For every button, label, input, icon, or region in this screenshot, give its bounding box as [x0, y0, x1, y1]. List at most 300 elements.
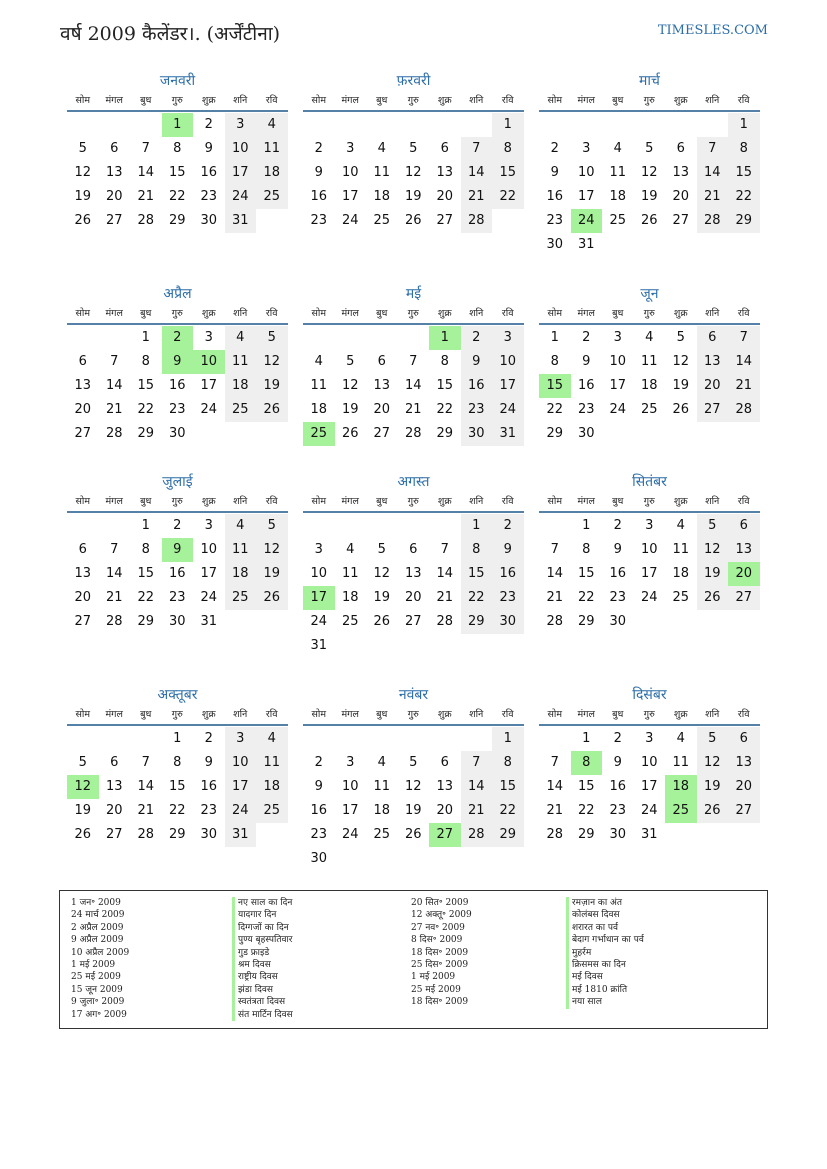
day-cell: 27: [728, 586, 760, 610]
day-cell: 1: [492, 113, 524, 137]
day-cell: 12: [404, 165, 422, 180]
day-cell: 3: [204, 330, 213, 345]
weekday-label: मंगल: [105, 709, 123, 720]
day-cell: 14: [436, 566, 454, 581]
day-cell: 7: [141, 141, 150, 156]
empty-cell: [398, 727, 430, 751]
day-cell: 13: [373, 378, 391, 393]
empty-cell: [67, 326, 99, 350]
day-cell: 31: [200, 614, 218, 629]
day-cell: 25: [672, 590, 690, 605]
empty-cell: [461, 847, 493, 871]
day-cell: 23: [168, 590, 186, 605]
holiday-entry: झंडा दिवस: [238, 984, 274, 995]
empty-cell: [634, 233, 666, 257]
day-cell: 12: [640, 165, 658, 180]
day-cell: 20: [436, 189, 454, 204]
day-cell: 8: [440, 354, 449, 369]
empty-cell: [398, 634, 430, 658]
day-grid: [539, 727, 760, 847]
day-cell: 17: [577, 189, 595, 204]
day-cell: 13: [436, 165, 454, 180]
day-cell: 17: [225, 161, 257, 185]
day-cell: 15: [728, 161, 760, 185]
holiday-entry: कोलंबस दिवस: [572, 910, 620, 921]
day-grid: [303, 113, 524, 233]
empty-cell: [67, 514, 99, 538]
day-cell: 21: [137, 803, 155, 818]
empty-cell: [256, 209, 288, 233]
day-cell: 26: [74, 213, 92, 228]
day-cell: 16: [200, 165, 218, 180]
day-cell: 17: [200, 378, 218, 393]
weekday-label: सोम: [547, 496, 563, 507]
empty-cell: [225, 422, 257, 446]
empty-cell: [99, 113, 131, 137]
day-cell: 23: [609, 803, 627, 818]
weekday-label: मंगल: [577, 308, 595, 319]
empty-cell: [697, 113, 729, 137]
weekday-label: बुध: [140, 496, 152, 507]
day-cell: 29: [546, 426, 564, 441]
day-cell: 16: [168, 378, 186, 393]
empty-cell: [602, 422, 634, 446]
weekday-label: सोम: [75, 496, 91, 507]
weekday-label: गुरु: [643, 709, 655, 720]
weekday-label: गुरु: [643, 308, 655, 319]
day-cell: 11: [672, 755, 690, 770]
day-cell: 28: [105, 614, 123, 629]
weekday-header: [303, 706, 524, 726]
day-cell: 10: [640, 542, 658, 557]
day-cell: 2: [613, 518, 622, 533]
holiday-dates-column-1: [71, 897, 129, 1021]
empty-cell: [665, 823, 697, 847]
day-cell: 30: [609, 614, 627, 629]
day-cell: 31: [577, 237, 595, 252]
day-cell: 15: [137, 566, 155, 581]
weekday-label: शुक्र: [201, 308, 216, 319]
weekday-label: मंगल: [341, 709, 359, 720]
day-cell: 2: [314, 755, 323, 770]
day-cell: 12: [67, 775, 99, 799]
day-cell: 1: [582, 731, 591, 746]
day-cell: 20: [105, 189, 123, 204]
day-cell: 2: [173, 518, 182, 533]
empty-cell: [602, 113, 634, 137]
day-cell: 27: [672, 213, 690, 228]
day-cell: 19: [697, 562, 729, 586]
day-cell: 9: [204, 755, 213, 770]
day-cell: 30: [577, 426, 595, 441]
empty-cell: [335, 634, 367, 658]
day-cell: 8: [141, 542, 150, 557]
weekday-label: मंगल: [105, 496, 123, 507]
day-cell: 27: [74, 614, 92, 629]
day-cell: 2: [204, 731, 213, 746]
day-cell: 18: [256, 775, 288, 799]
day-cell: 15: [137, 378, 155, 393]
day-cell: 28: [105, 426, 123, 441]
day-cell: 10: [310, 566, 328, 581]
day-cell: 31: [225, 823, 257, 847]
day-cell: 23: [200, 803, 218, 818]
day-grid: [539, 326, 760, 446]
day-cell: 11: [341, 566, 359, 581]
day-cell: 23: [609, 590, 627, 605]
day-cell: 17: [225, 775, 257, 799]
day-cell: 22: [137, 402, 155, 417]
day-cell: 5: [346, 354, 355, 369]
empty-cell: [398, 326, 430, 350]
day-cell: 29: [492, 823, 524, 847]
day-cell: 16: [461, 374, 493, 398]
day-cell: 7: [110, 542, 119, 557]
day-cell: 8: [461, 538, 493, 562]
empty-cell: [728, 233, 760, 257]
day-cell: 23: [168, 402, 186, 417]
day-cell: 31: [640, 827, 658, 842]
month-block: [539, 283, 760, 446]
weekday-header: [67, 92, 288, 112]
empty-cell: [728, 422, 760, 446]
weekday-header: [539, 305, 760, 325]
day-cell: 26: [640, 213, 658, 228]
day-cell: 9: [582, 354, 591, 369]
empty-cell: [634, 422, 666, 446]
empty-cell: [728, 823, 760, 847]
day-cell: 5: [409, 755, 418, 770]
weekday-header: [539, 493, 760, 513]
day-cell: 11: [225, 350, 257, 374]
holiday-list: [59, 890, 768, 1029]
day-cell: 7: [110, 354, 119, 369]
empty-cell: [193, 422, 225, 446]
empty-cell: [429, 113, 461, 137]
empty-cell: [665, 233, 697, 257]
day-cell: 18: [640, 378, 658, 393]
day-cell: 22: [137, 590, 155, 605]
day-cell: 21: [105, 590, 123, 605]
day-cell: 13: [105, 779, 123, 794]
day-grid: [67, 113, 288, 233]
day-cell: 20: [697, 374, 729, 398]
day-cell: 10: [225, 751, 257, 775]
day-cell: 30: [168, 614, 186, 629]
day-cell: 14: [137, 165, 155, 180]
day-cell: 23: [310, 213, 328, 228]
day-cell: 14: [546, 779, 564, 794]
weekday-label: रवि: [265, 95, 278, 106]
day-cell: 16: [609, 779, 627, 794]
weekday-label: गुरु: [171, 496, 183, 507]
day-cell: 19: [341, 402, 359, 417]
day-cell: 11: [640, 354, 658, 369]
weekday-header: [539, 706, 760, 726]
weekday-header: [303, 493, 524, 513]
day-cell: 11: [256, 137, 288, 161]
day-cell: 25: [609, 213, 627, 228]
empty-cell: [67, 727, 99, 751]
day-cell: 9: [314, 165, 323, 180]
day-cell: 28: [137, 213, 155, 228]
day-cell: 27: [697, 398, 729, 422]
day-cell: 22: [436, 402, 454, 417]
day-cell: 18: [665, 775, 697, 799]
empty-cell: [335, 514, 367, 538]
empty-cell: [335, 847, 367, 871]
day-cell: 16: [168, 566, 186, 581]
day-cell: 2: [162, 326, 194, 350]
day-cell: 24: [571, 209, 603, 233]
day-cell: 7: [550, 542, 559, 557]
day-cell: 5: [697, 727, 729, 751]
weekday-label: शुक्र: [673, 496, 688, 507]
day-cell: 15: [492, 775, 524, 799]
empty-cell: [366, 326, 398, 350]
day-cell: 26: [404, 213, 422, 228]
day-cell: 11: [373, 165, 391, 180]
holiday-entry: 25 दिस॰ 2009: [411, 960, 469, 971]
empty-cell: [67, 113, 99, 137]
weekday-header: [303, 92, 524, 112]
day-cell: 27: [404, 614, 422, 629]
day-cell: 29: [577, 614, 595, 629]
weekday-label: शनि: [233, 496, 248, 507]
day-cell: 12: [373, 566, 391, 581]
day-cell: 1: [550, 330, 559, 345]
day-cell: 6: [728, 727, 760, 751]
month-block: [303, 283, 524, 446]
weekday-label: रवि: [265, 709, 278, 720]
day-cell: 7: [440, 542, 449, 557]
day-cell: 21: [461, 185, 493, 209]
day-cell: 15: [577, 566, 595, 581]
weekday-label: शनि: [705, 95, 720, 106]
weekday-label: मंगल: [577, 709, 595, 720]
weekday-label: शुक्र: [201, 95, 216, 106]
day-cell: 12: [672, 354, 690, 369]
weekday-label: बुध: [612, 709, 624, 720]
weekday-label: मंगल: [105, 95, 123, 106]
day-cell: 6: [78, 542, 87, 557]
day-cell: 8: [141, 354, 150, 369]
day-cell: 26: [697, 586, 729, 610]
empty-cell: [665, 113, 697, 137]
month-name: मई: [405, 286, 422, 302]
weekday-label: गुरु: [407, 496, 419, 507]
day-cell: 28: [461, 823, 493, 847]
day-cell: 3: [204, 518, 213, 533]
weekday-header: [303, 305, 524, 325]
day-cell: 30: [310, 851, 328, 866]
day-cell: 5: [409, 141, 418, 156]
day-cell: 4: [314, 354, 323, 369]
weekday-label: शनि: [233, 95, 248, 106]
day-cell: 15: [577, 779, 595, 794]
weekday-label: सोम: [547, 308, 563, 319]
day-cell: 20: [373, 402, 391, 417]
day-cell: 18: [341, 590, 359, 605]
day-cell: 4: [225, 514, 257, 538]
empty-cell: [366, 634, 398, 658]
empty-cell: [539, 727, 571, 751]
day-cell: 22: [461, 586, 493, 610]
day-cell: 13: [728, 751, 760, 775]
weekday-label: शनि: [705, 496, 720, 507]
month-block: [303, 471, 524, 658]
day-cell: 6: [440, 141, 449, 156]
month-name: जनवरी: [159, 73, 196, 89]
empty-cell: [303, 514, 335, 538]
day-cell: 3: [645, 518, 654, 533]
holiday-entry: संत मार्टिन दिवस: [238, 1009, 293, 1020]
day-cell: 28: [404, 426, 422, 441]
holiday-entry: 8 दिस॰ 2009: [411, 935, 463, 946]
day-cell: 21: [546, 590, 564, 605]
weekday-label: गुरु: [407, 709, 419, 720]
day-cell: 2: [550, 141, 559, 156]
holiday-entry: 1 जन॰ 2009: [71, 898, 121, 908]
empty-cell: [665, 610, 697, 634]
day-cell: 5: [78, 755, 87, 770]
empty-cell: [461, 113, 493, 137]
day-cell: 25: [640, 402, 658, 417]
empty-cell: [539, 113, 571, 137]
empty-cell: [429, 847, 461, 871]
day-cell: 6: [377, 354, 386, 369]
holiday-entry: 27 नव॰ 2009: [411, 922, 465, 933]
holiday-entry: 15 जून 2009: [71, 984, 123, 995]
day-cell: 6: [440, 755, 449, 770]
month-name: जून: [640, 286, 659, 302]
day-cell: 18: [225, 374, 257, 398]
holiday-names-column-2: [566, 897, 644, 1009]
weekday-label: शनि: [469, 308, 484, 319]
empty-cell: [697, 422, 729, 446]
day-cell: 20: [728, 775, 760, 799]
day-cell: 4: [256, 113, 288, 137]
day-cell: 26: [373, 614, 391, 629]
day-cell: 19: [404, 803, 422, 818]
month-block: [303, 70, 524, 233]
empty-cell: [366, 113, 398, 137]
weekday-label: बुध: [140, 709, 152, 720]
day-cell: 2: [492, 514, 524, 538]
empty-cell: [256, 422, 288, 446]
empty-cell: [429, 514, 461, 538]
weekday-label: गुरु: [171, 308, 183, 319]
month-name: अक्तूबर: [157, 687, 198, 703]
weekday-label: रवि: [501, 95, 514, 106]
empty-cell: [492, 634, 524, 658]
empty-cell: [665, 422, 697, 446]
day-cell: 15: [168, 779, 186, 794]
day-cell: 21: [697, 185, 729, 209]
day-cell: 14: [697, 161, 729, 185]
day-cell: 23: [492, 586, 524, 610]
day-cell: 25: [256, 799, 288, 823]
day-cell: 24: [200, 402, 218, 417]
weekday-label: बुध: [140, 95, 152, 106]
holiday-entry: शरारत का पर्व: [572, 922, 619, 933]
day-cell: 14: [404, 378, 422, 393]
day-cell: 3: [346, 141, 355, 156]
day-cell: 4: [377, 755, 386, 770]
day-cell: 7: [409, 354, 418, 369]
day-cell: 6: [110, 141, 119, 156]
empty-cell: [398, 847, 430, 871]
day-cell: 30: [168, 426, 186, 441]
day-cell: 19: [697, 775, 729, 799]
day-cell: 19: [640, 189, 658, 204]
day-cell: 29: [168, 213, 186, 228]
holiday-entry: स्वतंत्रता दिवस: [238, 997, 286, 1008]
day-cell: 27: [105, 827, 123, 842]
holiday-entry: 17 अग॰ 2009: [71, 1009, 127, 1020]
day-cell: 24: [341, 827, 359, 842]
day-cell: 10: [225, 137, 257, 161]
month-name: दिसंबर: [632, 687, 667, 703]
weekday-label: शुक्र: [673, 95, 688, 106]
empty-cell: [99, 326, 131, 350]
site-brand-link[interactable]: TIMESLES.COM: [657, 23, 768, 38]
day-cell: 29: [728, 209, 760, 233]
empty-cell: [571, 113, 603, 137]
day-cell: 24: [225, 185, 257, 209]
holiday-entry: यादगार दिन: [238, 910, 277, 921]
day-cell: 25: [303, 422, 335, 446]
day-cell: 28: [461, 209, 493, 233]
day-cell: 2: [582, 330, 591, 345]
empty-cell: [634, 610, 666, 634]
day-cell: 20: [404, 590, 422, 605]
weekday-label: गुरु: [407, 95, 419, 106]
day-cell: 25: [256, 185, 288, 209]
day-cell: 23: [461, 398, 493, 422]
month-block: [303, 684, 524, 871]
day-cell: 16: [310, 189, 328, 204]
empty-cell: [130, 113, 162, 137]
day-grid: [67, 326, 288, 446]
day-cell: 11: [609, 165, 627, 180]
holiday-entry: 20 सित॰ 2009: [411, 898, 469, 908]
day-cell: 23: [546, 213, 564, 228]
month-name: सितंबर: [632, 474, 667, 490]
holiday-entry: 25 मई 2009: [411, 984, 461, 995]
day-cell: 3: [492, 326, 524, 350]
empty-cell: [492, 209, 524, 233]
day-grid: [539, 113, 760, 257]
day-cell: 17: [492, 374, 524, 398]
day-cell: 27: [74, 426, 92, 441]
day-cell: 7: [728, 326, 760, 350]
day-cell: 5: [645, 141, 654, 156]
day-cell: 16: [609, 566, 627, 581]
day-cell: 18: [672, 566, 690, 581]
day-cell: 21: [404, 402, 422, 417]
day-cell: 28: [436, 614, 454, 629]
day-cell: 12: [256, 350, 288, 374]
day-cell: 21: [461, 799, 493, 823]
weekday-label: रवि: [737, 308, 750, 319]
day-cell: 24: [640, 590, 658, 605]
weekday-label: शुक्र: [673, 709, 688, 720]
empty-cell: [335, 727, 367, 751]
day-cell: 25: [225, 398, 257, 422]
day-cell: 7: [141, 755, 150, 770]
day-cell: 9: [613, 755, 622, 770]
